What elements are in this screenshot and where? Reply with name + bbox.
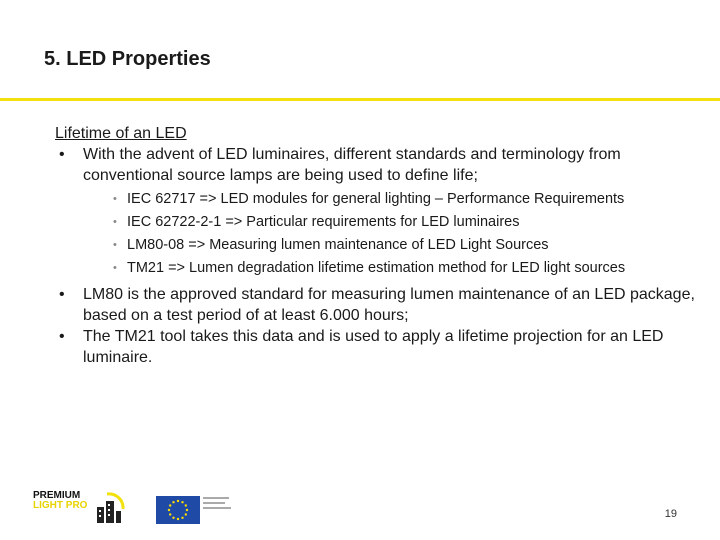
bullet-item xyxy=(55,284,695,326)
bullet-list xyxy=(55,144,695,368)
sub-bullet-item: • LM80-08 => Measuring lumen maintenance of LED Light Sources xyxy=(83,236,695,255)
slide-content xyxy=(55,123,695,368)
bullet-text: With the advent of LED luminaires, different standards and terminology from conventional source lamps are being used to define life; xyxy=(83,146,621,184)
sub-bullet-item: • IEC 62722-2-1 => Particular requirements for LED luminaires xyxy=(83,213,695,232)
building-icon xyxy=(93,491,125,525)
bullet-text: The TM21 tool takes this data and is used to apply a lifetime projection for an LED luminaire. xyxy=(83,328,664,366)
bullet-item xyxy=(55,144,695,278)
eu-flag-icon xyxy=(156,496,200,524)
sub-bullet-item: • TM21 => Lumen degradation lifetime estimation method for LED light sources xyxy=(83,259,695,278)
section-heading: Lifetime of an LED xyxy=(55,125,187,142)
bullet-text: LM80 is the approved standard for measuring lumen maintenance of an LED package, based on a test period of at least 6.000 hours; xyxy=(83,286,695,324)
brand-line-1: PREMIUM xyxy=(33,490,81,501)
sub-bullet-item: • IEC 62717 => LED modules for general lighting – Performance Requirements xyxy=(83,190,695,209)
brand-line-2: LIGHT PRO xyxy=(33,500,88,511)
bullet-item xyxy=(55,326,695,368)
slide-title: 5. LED Properties xyxy=(44,48,211,70)
premium-light-pro-logo xyxy=(33,491,87,511)
eu-funding-text-graphic xyxy=(203,497,233,525)
page-number: 19 xyxy=(664,508,677,520)
sub-bullet-list xyxy=(83,190,695,278)
title-divider xyxy=(0,98,720,101)
